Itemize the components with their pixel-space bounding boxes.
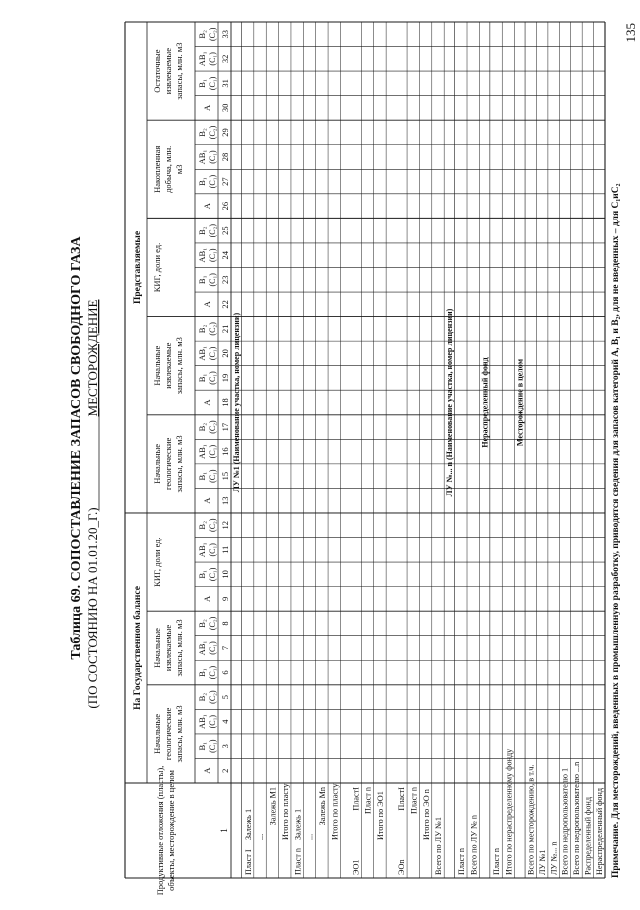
col-number: 4 <box>220 719 230 724</box>
col-number: 32 <box>220 54 230 64</box>
col-number: 26 <box>220 201 230 211</box>
category-label: В₁ <box>197 275 207 285</box>
col-number: 30 <box>220 103 230 113</box>
category-label: А <box>202 301 212 308</box>
row-label: Пласт n <box>363 787 373 814</box>
category-label: А <box>202 767 212 774</box>
sub-header-extract: Начальные <box>152 628 162 668</box>
col-number: 7 <box>220 645 230 651</box>
row-label: Залежь Мn <box>318 787 328 826</box>
category-label: АВ₁ <box>197 247 207 263</box>
col-number: 2 <box>220 768 230 773</box>
category-label: В₂ <box>197 324 207 334</box>
row-label: Нераспределенный фонд <box>595 787 604 875</box>
category-label: (С₁) <box>208 52 217 66</box>
category-label: (С₁) <box>208 641 217 655</box>
category-label: (С₁) <box>208 444 217 459</box>
sub-header-geo: запасы, млн. м3 <box>174 705 184 763</box>
row-label: ... <box>305 833 315 840</box>
sub-header-remaining: извлекаемые <box>163 47 173 95</box>
sub-header-geo2: запасы, млн. м3 <box>174 435 184 493</box>
row-label: Всего по месторождению, в т.ч. <box>526 764 536 875</box>
category-label: (С₁) <box>208 174 217 189</box>
col-number: 29 <box>220 128 230 137</box>
category-label: В₁ <box>197 741 207 751</box>
category-label: В₁ <box>197 570 207 579</box>
sub-header-extract2: запасы, млн. м3 <box>174 337 184 395</box>
category-label: В₂ <box>197 226 207 235</box>
category-label: (С₁) <box>208 76 217 91</box>
col-number: 12 <box>220 520 230 530</box>
sub-header-remaining: Остаточные <box>152 49 162 93</box>
col-number: 24 <box>220 250 230 260</box>
category-label: (С₁) <box>208 469 217 483</box>
row-label: ПластI <box>397 787 407 811</box>
col-number: 8 <box>220 621 230 626</box>
col-number: 15 <box>220 471 230 481</box>
col-number: 28 <box>220 152 230 162</box>
sub-header-remaining: запасы, млн. м3 <box>174 42 184 100</box>
category-label: (С₁) <box>208 371 217 385</box>
group-header-balance: На Государственном балансе <box>133 586 143 710</box>
col-number: 25 <box>220 226 230 235</box>
category-label: АВ₁ <box>197 542 207 558</box>
sub-header-geo2: Начальные <box>152 443 162 484</box>
row-label: Итого по пласту <box>330 783 340 840</box>
category-label: (С₁) <box>208 273 217 287</box>
category-label: В₂ <box>197 128 207 137</box>
category-label: (С₂) <box>208 420 217 434</box>
first-col-header: Продуктивные отложения (пласты), <box>155 765 165 896</box>
row-label: Залежь 1 <box>243 808 253 840</box>
first-col-header: объекты, месторождение в целом <box>166 770 176 891</box>
category-label: В₁ <box>197 79 207 88</box>
col-number: 6 <box>220 670 230 675</box>
col-number: 5 <box>220 694 230 700</box>
category-label: (С₂) <box>208 223 217 238</box>
category-label: В₂ <box>197 619 207 628</box>
row-label: Всего по ЛУ №1 <box>434 817 444 875</box>
category-label: АВ₁ <box>197 444 207 459</box>
category-label: АВ₁ <box>197 714 207 730</box>
category-label: (С₂) <box>208 518 217 532</box>
category-label: В₂ <box>197 692 207 702</box>
row-label: Распределенный фонд <box>583 797 593 875</box>
category-label: В₁ <box>197 177 207 186</box>
row-label: Всего по недропользователю 1 <box>560 767 570 875</box>
col-number: 17 <box>220 422 230 432</box>
col-number: 13 <box>220 496 230 505</box>
category-label: А <box>202 497 212 504</box>
category-label: (С₂) <box>208 322 217 336</box>
category-label: (С₂) <box>208 27 217 42</box>
row-label: Пласт n <box>293 848 303 875</box>
category-label: (С₁) <box>208 714 217 729</box>
page-number: 135 <box>623 23 638 43</box>
category-label: А <box>202 203 212 210</box>
category-label: В₂ <box>197 29 207 39</box>
sub-header-extract2: Начальные <box>152 345 162 386</box>
category-label: В₁ <box>197 668 207 677</box>
row-label: Итого по ЭО n <box>421 789 431 840</box>
sub-header-accum: добыча, млн. <box>163 145 173 193</box>
row-label: Пласт n <box>457 848 467 875</box>
category-label: АВ₁ <box>197 149 207 165</box>
section-label: ЛУ №... n (Наименование участка, номер лицензии) <box>445 308 455 497</box>
col-number: 19 <box>220 373 230 383</box>
sub-header-extract: запасы, млн. м3 <box>174 619 184 677</box>
row-label: ЛУ №... n <box>549 841 559 875</box>
row-label: ЛУ №1 <box>537 849 547 875</box>
footnote: Примечание. Для месторождений, введенных в промышленную разработку, приводятся сведения для запасов категорий А, В₁ и В₂, для не введенных – для С₁иС₂ <box>611 183 621 878</box>
col-number: 21 <box>220 324 230 334</box>
col-number: 27 <box>220 177 230 186</box>
row-label: ЭО1 <box>351 859 361 875</box>
sub-header-extract2: извлекаемые <box>163 342 173 389</box>
category-label: (С₁) <box>208 150 217 164</box>
category-label: АВ₁ <box>197 346 207 361</box>
col-number: 3 <box>220 744 230 749</box>
row-label: Итого по пласту <box>280 783 290 840</box>
sub-header-accum: м3 <box>174 164 184 175</box>
category-label: В₁ <box>197 471 207 481</box>
category-label: А <box>202 399 212 406</box>
category-label: (С₁) <box>208 346 217 361</box>
col-number: 1 <box>219 828 229 833</box>
col-number: 31 <box>220 79 230 88</box>
row-label: Итого по ЭО1 <box>376 791 386 840</box>
col-number: 11 <box>220 545 230 554</box>
category-label: (С₁) <box>208 567 217 582</box>
row-label: Пласт I <box>243 849 253 875</box>
col-number: 22 <box>220 300 230 309</box>
category-label: АВ₁ <box>197 51 207 67</box>
category-label: В₂ <box>197 422 207 432</box>
category-label: А <box>202 595 212 602</box>
sub-header-extract: извлекаемые <box>163 624 173 672</box>
category-label: В₁ <box>197 373 207 383</box>
category-label: В₂ <box>197 520 207 530</box>
sub-header-geo2: геологические <box>163 437 173 491</box>
table-title: Таблица 69. СОПОСТАВЛЕНИЕ ЗАПАСОВ СВОБОДНОГО ГАЗА <box>69 236 84 660</box>
category-label: (С₂) <box>208 125 217 140</box>
col-number: 18 <box>220 398 230 407</box>
category-label: (С₂) <box>208 690 217 704</box>
col-number: 20 <box>220 349 230 358</box>
group-header-presented: Представляемые <box>133 230 143 305</box>
row-label: ... <box>256 833 266 840</box>
row-label: Всего по недропользователю ...n <box>572 761 582 875</box>
row-label: Всего по ЛУ № n <box>469 815 479 875</box>
sub-header-geo: Начальные <box>152 713 162 754</box>
col-number: 10 <box>220 570 230 579</box>
row-label: Пласт n <box>409 787 419 814</box>
table-subtitle-date: (ПО СОСТОЯНИЮ НА 01.01.20_Г.) <box>85 507 100 709</box>
row-label: Залежь 1 <box>293 808 303 840</box>
sub-header-geo: геологические <box>163 707 173 761</box>
category-label: (С₁) <box>208 739 217 753</box>
sub-header-accum: Накопленная <box>152 145 162 193</box>
col-number: 9 <box>220 596 230 602</box>
col-number: 16 <box>220 447 230 456</box>
category-label: (С₁) <box>208 665 217 680</box>
category-label: (С₁) <box>208 248 217 262</box>
col-number: 33 <box>220 30 230 39</box>
table-subtitle-field: МЕСТОРОЖДЕНИЕ <box>85 299 100 417</box>
section-label: Нераспределенный фонд <box>480 357 490 448</box>
section-label: Месторождение в целом <box>515 358 525 447</box>
row-label: Итого по нераспределенному фонду <box>504 748 514 875</box>
reserves-table <box>125 22 605 895</box>
row-label: Залежь М1 <box>268 787 278 826</box>
sub-header-kig2: КИГ, доли ед. <box>152 242 162 293</box>
category-label: (С₂) <box>208 616 217 631</box>
row-label: Пласт n <box>492 848 502 875</box>
sub-header-kig: КИГ, доли ед. <box>152 537 162 587</box>
category-label: АВ₁ <box>197 640 207 656</box>
row-label: ПластI <box>351 787 361 811</box>
category-label: (С₁) <box>208 543 217 557</box>
category-label: А <box>202 104 212 111</box>
col-number: 23 <box>220 275 230 285</box>
row-label: ЭОn <box>397 859 407 875</box>
section-label: ЛУ №1 (Наименование участка, номер лицензии) <box>231 312 241 493</box>
